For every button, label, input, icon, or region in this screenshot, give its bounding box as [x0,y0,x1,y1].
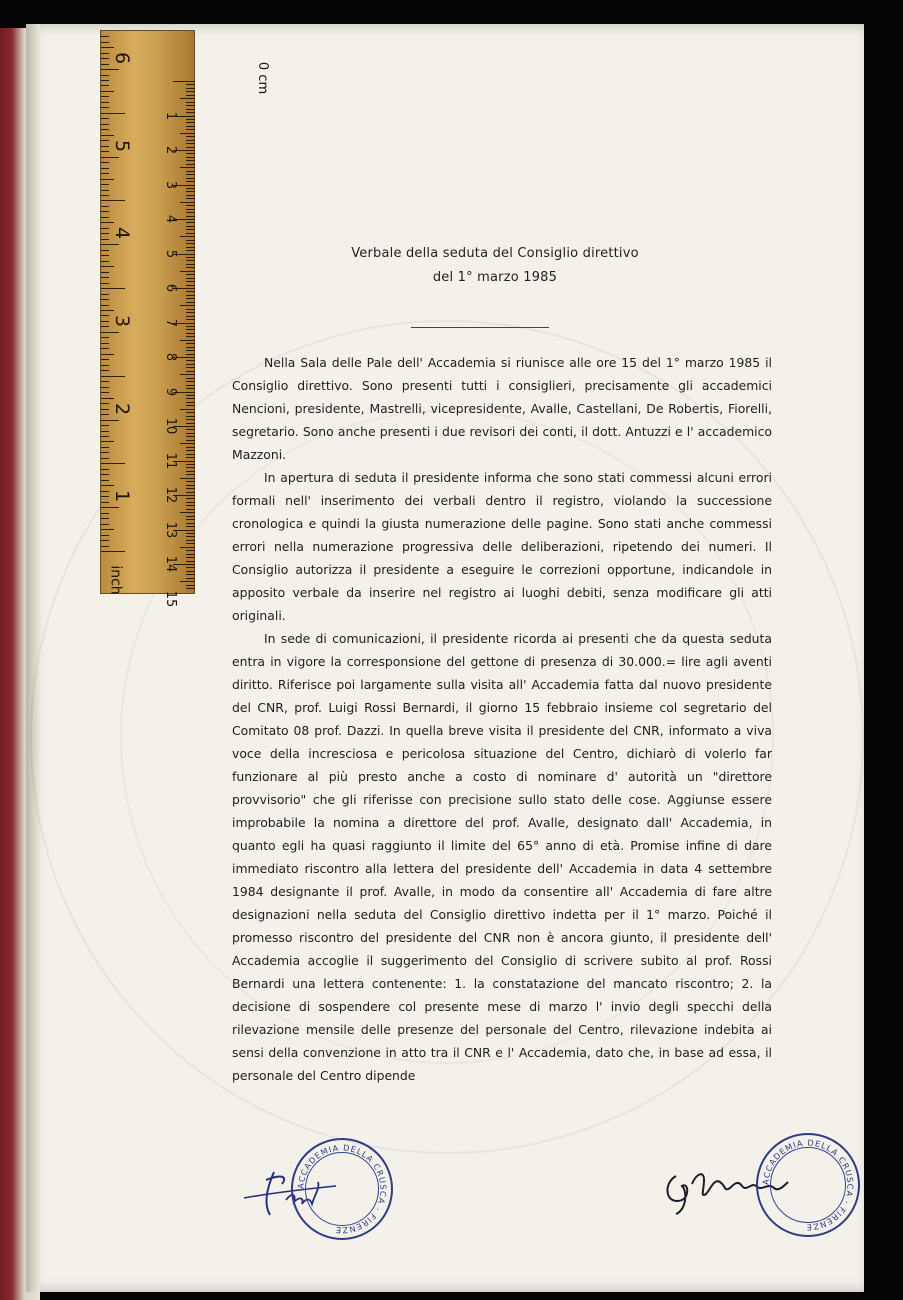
ruler-cm-tick [186,250,195,251]
ruler-cm-tick [186,285,195,286]
ruler-inch-tick [101,42,109,43]
ruler-cm-tick [186,257,195,258]
ruler-inch-tick [101,452,109,453]
ruler-cm-label: 12 [163,486,178,504]
ruler-inch-tick [101,337,109,338]
ruler-inch-tick [101,474,109,475]
ruler-cm-tick [186,471,195,472]
ruler-inch-tick [101,173,109,174]
ruler-cm-tick [180,167,195,168]
ruler-cm-tick [186,247,195,248]
ruler-inch-unit: inch [107,565,124,595]
svg-text:ACCADEMIA DELLA CRUSCA · FIREN: ACCADEMIA DELLA CRUSCA · FIRENZE [295,1142,389,1236]
ruler-cm-tick [186,312,195,313]
ruler-inch-tick [101,288,125,289]
ruler-cm-tick [186,585,195,586]
ruler-cm-tick [186,429,195,430]
ruler-cm-tick [186,412,195,413]
ruler-cm-tick [186,309,195,310]
ruler-cm-tick [186,260,195,261]
ruler-cm-tick [186,536,195,537]
ruler-cm-tick [186,447,195,448]
document-subtitle: del 1° marzo 1985 [432,270,558,285]
ruler-inch-tick [101,546,109,547]
ruler-cm-label: 6 [163,283,178,293]
ruler-inch-tick [101,321,109,322]
ruler-inch-tick [101,206,109,207]
ruler-inch-tick [101,250,109,251]
ruler-cm-tick [186,216,195,217]
ruler-inch-tick [101,96,109,97]
ruler-cm-tick [180,133,195,134]
ruler-inch-tick [101,540,109,541]
ruler-cm-tick [180,271,195,272]
ruler-inch-tick [101,36,109,37]
ruler-cm-tick [186,105,195,106]
ruler-cm-tick [186,229,195,230]
ruler-cm-tick [186,440,195,441]
ruler-cm-tick [186,329,195,330]
ruler-cm-label: 11 [163,452,178,469]
ruler-cm-tick [186,433,195,434]
paragraph-communications: In sede di comunicazioni, il presidente ricorda ai presenti che da questa seduta entra in vigore la corresponsione del gettone di presenza di 30.000.= lire agli aventi diritto. Riferisce poi largamente sulla visita all' Accademia fatta dal nuovo presidente del CNR, prof. Luigi Rossi Bernardi, il giorno 15 febbraio insieme col segretario del Comitato 08 prof. Dazzi. In quella breve visita il presidente del CNR, informato a viva voce della incresciosa e pericolosa situazione del Centro, dichiarò di volerlo far funzionare al più presto anche a costo di nominare d' autorità un "direttore provvisorio" che gli riferisse con precisione sullo stato delle cose. Aggiunse essere improbabile la nomina a direttore del prof. Avalle, designato dall' Accademia, in quanto egli ha quasi raggiunto il limite del 65° anno di età. Promise infine di dare immediato riscontro alla lettera del presidente dell' Accademia in data 4 settembre 1984 designante il prof. Avalle, in modo da consentire all' Accademia di fare altre designazioni nella seduta del Consiglio direttivo indetta per il 1° marzo. Poiché il promesso riscontro del presidente del CNR non è ancora giunto, il presidente dell' Accademia accoglie il suggerimento del Consiglio di scrivere subito al prof. Rossi Bernardi una lettera contenente: 1. la constatazione del mancato riscontro; 2. la decisione di sospendere col presente mese di marzo l' invio degli specchi della rilevazione mensile delle presenze del personale del Centro, rilevazione indebita ai sensi della convenzione in atto tra il CNR e l' Accademia, dato che, in base ad essa, il personale del Centro dipende [232,631,772,1083]
ruler-inch-tick [101,392,109,393]
ruler-cm-tick [180,236,195,237]
ruler-cm-label: 10 [163,417,178,435]
ruler-inch-tick [101,299,109,300]
ruler-inch-tick [101,146,109,147]
ruler-cm-tick [186,164,195,165]
ruler-cm-tick [186,416,195,417]
ruler-cm-tick [186,388,195,389]
ruler-cm-tick [186,436,195,437]
ruler-inch-tick [101,239,109,240]
ruler-cm-tick [186,533,195,534]
ruler-cm-tick [186,316,195,317]
ruler-cm-tick [186,333,195,334]
ruler-inch-tick [101,179,114,180]
ruler-cm-tick [186,88,195,89]
ruler-cm-tick [186,523,195,524]
ruler-inch-tick [101,118,109,119]
ruler-cm-tick [186,129,195,130]
ruler-inch-tick [101,359,109,360]
ruler-inch-tick [101,266,114,267]
ruler-inch-tick [101,403,109,404]
ruler-cm-tick [180,202,195,203]
ruler-inch-tick [101,436,109,437]
ruler-cm-tick [186,326,195,327]
ruler-inch-tick [101,129,109,130]
ruler-cm-tick [186,198,195,199]
ruler-inch-tick [101,463,125,464]
ruler-cm-tick [186,136,195,137]
ruler-cm-tick [186,153,195,154]
ruler-cm-tick [180,512,195,513]
ruler-cm-tick [186,122,195,123]
ruler-cm-tick [186,554,195,555]
ruler-cm-tick [186,381,195,382]
ruler-cm-tick [180,340,195,341]
ruler-cm-tick [186,454,195,455]
ruler-inch-tick [101,343,109,344]
ruler-cm-tick [180,581,195,582]
ruler-inch-label: 4 [111,227,133,240]
ruler-cm-tick [186,574,195,575]
ruler-cm-tick [186,291,195,292]
ruler-cm-tick [186,467,195,468]
academy-seal-right [756,1133,860,1237]
ruler-cm-tick [186,319,195,320]
ruler-inch-tick [101,211,109,212]
ruler-cm-tick [186,571,195,572]
ruler-cm-tick [186,502,195,503]
ruler-cm-tick [186,174,195,175]
ruler-inch-tick [101,441,114,442]
measurement-ruler [100,30,271,607]
ruler-inch-tick [101,200,125,201]
ruler-cm-tick [186,540,195,541]
ruler-inch-tick [101,80,109,81]
ruler-inch-tick [101,502,109,503]
ruler-inch-tick [101,491,109,492]
ruler-inch-tick [101,376,125,377]
ruler-inch-tick [101,58,109,59]
ruler-inch-tick [101,283,109,284]
ruler-cm-tick [186,302,195,303]
ruler-inch-tick [101,513,109,514]
ruler-cm-tick [186,157,195,158]
ruler-inch-tick [101,305,109,306]
ruler-cm-label: 5 [163,249,178,258]
ruler-inch-tick [101,190,109,191]
academy-seal-left [291,1138,393,1240]
ruler-cm-tick [186,178,195,179]
ruler-inch-tick [101,233,109,234]
ruler-cm-tick [186,112,195,113]
ruler-inch-tick [101,414,109,415]
ruler-cm-tick [186,350,195,351]
ruler-inch-tick [101,140,109,141]
ruler-inch-tick [101,348,109,349]
paragraph-corrections: In apertura di seduta il presidente informa che sono stati commessi alcuni errori formali nell' inserimento dei verbali dentro il registro, violando la successione cronologica e quindi la giusta numerazione delle pagine. Sono stati anche commessi errori nella numerazione progressiva delle deliberazioni, ripetendo dei numeri. Il Consiglio autorizza il presidente a eseguire le correzioni opportune, indicandole in apposito verbale da inserire nel registro ai luoghi debiti, senza modificare gli atti originali. [232,470,772,623]
ruler-cm-unit: 0 cm [255,61,271,95]
ruler-cm-tick [180,478,195,479]
ruler-cm-label: 1 [163,111,178,120]
ruler-cm-tick [186,561,195,562]
ruler-inch-tick [101,425,109,426]
ruler-cm-tick [186,233,195,234]
ruler-cm-tick [186,102,195,103]
ruler-cm-tick [186,281,195,282]
ruler-cm-tick [186,209,195,210]
ruler-cm-tick [180,547,195,548]
ruler-cm-tick [180,409,195,410]
ruler-inch-label: 3 [111,315,133,328]
ruler-cm-tick [186,84,195,85]
ruler-cm-tick [186,364,195,365]
ruler-cm-tick [186,109,195,110]
ruler-inch-tick [101,458,109,459]
ruler-cm-tick [186,126,195,127]
ruler-cm-label: 8 [163,352,178,362]
ruler-inch-tick [101,370,109,371]
ruler-cm-tick [186,519,195,520]
ruler-inch-tick [101,447,109,448]
ruler-cm-tick [186,295,195,296]
ruler-cm-tick [186,140,195,141]
ruler-inch-tick [101,551,125,552]
ruler-cm-tick [186,405,195,406]
ruler-inch-tick [101,381,109,382]
ruler-cm-tick [186,367,195,368]
ruler-inch-tick [101,91,114,92]
ruler-cm-tick [186,474,195,475]
ruler-cm-label: 13 [163,521,178,538]
ruler-cm-tick [180,305,195,306]
ruler-cm-tick [186,481,195,482]
ruler-cm-tick [186,419,195,420]
ruler-cm-tick [186,450,195,451]
ruler-inch-tick [101,315,109,316]
ruler-inch-tick [101,277,109,278]
ruler-cm-label: 15 [163,590,178,607]
ruler-cm-tick [186,147,195,148]
ruler-inch-tick [101,431,109,432]
ruler-inch-tick [101,326,109,327]
ruler-cm-tick [186,226,195,227]
ruler-cm-tick [186,509,195,510]
ruler-cm-label: 2 [163,145,178,155]
ruler-cm-tick [186,457,195,458]
ruler-cm-tick [186,240,195,241]
ruler-cm-tick [186,464,195,465]
ruler-cm-tick [186,243,195,244]
ruler-cm-tick [186,298,195,299]
ruler-inch-tick [101,409,109,410]
paragraph-attendance: Nella Sala delle Pale dell' Accademia si riunisce alle ore 15 del 1° marzo 1985 il Consiglio direttivo. Sono presenti tutti i consiglieri, precisamente gli accademici Nencioni, presidente, Mastrelli, vicepresidente, Avalle, Castellani, De Robertis, Fiorelli, segretario. Sono anche presenti i due revisori dei conti, il dott. Antuzzi e l' accademico Mazzoni. [232,355,772,462]
ruler-cm-label: 7 [163,318,178,327]
ruler-inch-tick [101,64,109,65]
ruler-cm-tick [180,443,195,444]
ruler-cm-tick [186,91,195,92]
ruler-inch-tick [101,535,109,536]
ruler-cm-tick [186,516,195,517]
ruler-cm-tick [186,550,195,551]
ruler-cm-tick [180,98,195,99]
ruler-inch-tick [101,496,109,497]
ruler-cm-tick [186,567,195,568]
ruler-cm-tick [186,195,195,196]
ruler-cm-tick [173,81,195,82]
ruler-cm-tick [186,395,195,396]
ruler-cm-tick [186,360,195,361]
ruler-cm-tick [186,205,195,206]
ruler-cm-tick [186,160,195,161]
ruler-cm-tick [186,354,195,355]
ruler-inch-tick [101,480,109,481]
ruler-inch-tick [101,75,109,76]
ruler-cm-tick [186,267,195,268]
ruler-inch-tick [101,354,114,355]
title-divider [411,327,549,328]
ruler-cm-tick [186,402,195,403]
ruler-cm-tick [186,385,195,386]
ruler-cm-tick [186,171,195,172]
ruler-inch-tick [101,387,109,388]
seal-ring-text [758,1135,858,1235]
ruler-inch-label: 1 [111,490,133,503]
ruler-cm-tick [186,505,195,506]
ruler-cm-tick [186,188,195,189]
ruler-cm-tick [186,378,195,379]
ruler-inch-tick [101,272,109,273]
ruler-cm-tick [186,264,195,265]
document-title: Verbale della seduta del Consiglio direttivo [351,246,639,261]
ruler-inch-label: 5 [111,139,133,152]
ruler-inch-tick [101,53,109,54]
ruler-cm-tick [186,485,195,486]
ruler-inch-label: 6 [111,52,133,65]
ruler-inch-tick [101,102,109,103]
document-body [232,351,772,1087]
ruler-cm-tick [186,347,195,348]
ruler-cm-tick [186,543,195,544]
ruler-cm-tick [186,492,195,493]
ruler-cm-tick [186,222,195,223]
ruler-inch-tick [101,529,114,530]
ruler-cm-tick [186,498,195,499]
ruler-inch-tick [101,124,109,125]
ruler-cm-tick [186,336,195,337]
ruler-cm-tick [186,181,195,182]
ruler-inch-tick [101,107,109,108]
ruler-cm-tick [186,212,195,213]
ruler-inch-tick [101,113,125,114]
ruler-inch-tick [101,217,109,218]
ruler-inch-tick [101,255,109,256]
ruler-inch-tick [101,365,109,366]
ruler-cm-tick [186,95,195,96]
ruler-cm-tick [186,578,195,579]
ruler-cm-tick [186,274,195,275]
ruler-cm-tick [186,557,195,558]
ruler-cm-tick [186,278,195,279]
ruler-inch-tick [101,518,109,519]
ruler-cm-tick [186,398,195,399]
ruler-cm-tick [186,488,195,489]
ruler-inch-tick [101,168,109,169]
ruler-inch-tick [101,294,109,295]
ruler-inch-tick [101,151,109,152]
ruler-inch-tick [101,524,109,525]
ruler-cm-label: 9 [163,387,178,396]
ruler-inch-tick [101,261,109,262]
ruler-cm-tick [180,374,195,375]
ruler-inch-tick [101,184,109,185]
ruler-cm-tick [186,526,195,527]
ruler-cm-label: 4 [163,214,178,224]
seal-ring-text [293,1140,391,1238]
ruler-cm-tick [186,119,195,120]
ruler-inch-tick [101,85,109,86]
ruler-cm-tick [186,343,195,344]
ruler-cm-tick [186,143,195,144]
ruler-inch-tick [101,162,109,163]
svg-text:ACCADEMIA DELLA CRUSCA · FIREN: ACCADEMIA DELLA CRUSCA · FIRENZE [760,1137,856,1233]
ruler-cm-tick [186,423,195,424]
ruler-cm-label: 3 [163,180,178,189]
ruler-cm-tick [186,588,195,589]
ruler-cm-label: 14 [163,555,178,573]
ruler-inch-tick [101,469,109,470]
ruler-inch-label: 2 [111,402,133,415]
ruler-inch-tick [101,228,109,229]
ruler-cm-tick [186,371,195,372]
ruler-inch-tick [101,195,109,196]
ruler-cm-tick [186,191,195,192]
